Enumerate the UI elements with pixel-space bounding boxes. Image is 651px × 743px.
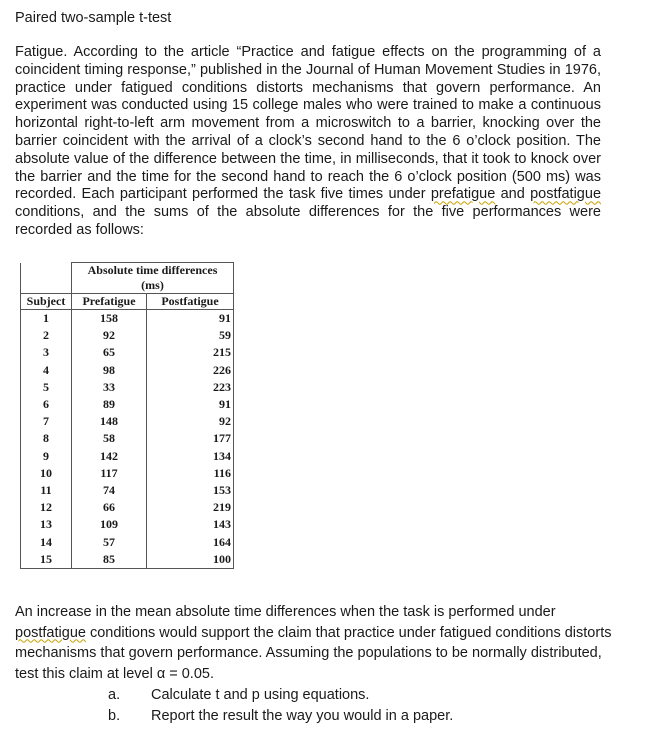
cell-postfatigue: 223 xyxy=(147,379,234,396)
cell-prefatigue: 65 xyxy=(72,344,147,361)
table-row xyxy=(21,310,234,328)
table-row xyxy=(21,465,234,482)
cell-postfatigue: 226 xyxy=(147,362,234,379)
cell-subject: 10 xyxy=(21,465,72,482)
cell-prefatigue: 98 xyxy=(72,362,147,379)
cell-prefatigue: 158 xyxy=(72,310,147,328)
cell-postfatigue: 92 xyxy=(147,413,234,430)
table-row xyxy=(21,482,234,499)
table-row xyxy=(21,344,234,361)
postfatigue-word: postfatigue xyxy=(530,186,602,203)
span-header xyxy=(72,263,234,294)
task-b-letter: b. xyxy=(108,708,121,724)
table-row xyxy=(21,533,234,550)
intro-text-1: Fatigue. According to the article “Practice and fatigue effects on the programming of a coincident timing response,” published in the Journal of Human Movement Studies in 1976, practice under fatigued conditions distorts mechanisms that govern performance. An experiment was conducted using 15 college males who were trained to make a continuous horizontal right-to-left arm movement from a microswitch to a barrier, knocking over the barrier coincident with the arrival of a clock’s second hand to the 6 o’clock position. The absolute value of the difference between the time, in milliseconds, that it took to knock over the barrier and the time for the second hand to reach the 6 o’clock position (500 ms) was recorded. Each participant performed the task five times under xyxy=(15,44,601,203)
cell-postfatigue: 177 xyxy=(147,430,234,447)
cell-subject: 13 xyxy=(21,516,72,533)
cell-prefatigue: 74 xyxy=(72,482,147,499)
cell-prefatigue: 109 xyxy=(72,516,147,533)
cell-prefatigue: 89 xyxy=(72,396,147,413)
span-header-line2: (ms) xyxy=(141,278,164,292)
cell-subject: 4 xyxy=(21,362,72,379)
cell-prefatigue: 66 xyxy=(72,499,147,516)
cell-subject: 5 xyxy=(21,379,72,396)
cell-subject: 12 xyxy=(21,499,72,516)
cell-prefatigue: 57 xyxy=(72,533,147,550)
cell-prefatigue: 92 xyxy=(72,327,147,344)
prefatigue-word: prefatigue xyxy=(430,186,496,203)
task-a-letter: a. xyxy=(108,687,121,703)
cell-postfatigue: 91 xyxy=(147,396,234,413)
cell-postfatigue: 116 xyxy=(147,465,234,482)
task-a-text: Calculate t and p using equations. xyxy=(151,687,370,703)
col-header-prefatigue: Prefatigue xyxy=(72,294,147,310)
cell-postfatigue: 134 xyxy=(147,448,234,465)
table-row xyxy=(21,430,234,447)
cell-postfatigue: 143 xyxy=(147,516,234,533)
cell-subject: 2 xyxy=(21,327,72,344)
cell-subject: 11 xyxy=(21,482,72,499)
cell-postfatigue: 59 xyxy=(147,327,234,344)
table-row xyxy=(21,499,234,516)
postfatigue-word-2: postfatigue xyxy=(15,624,86,641)
cell-prefatigue: 148 xyxy=(72,413,147,430)
table-span-header-row xyxy=(21,263,234,294)
intro-text-2: and xyxy=(495,186,531,203)
table-row xyxy=(21,448,234,465)
cell-subject: 6 xyxy=(21,396,72,413)
cell-subject: 1 xyxy=(21,310,72,328)
cell-postfatigue: 153 xyxy=(147,482,234,499)
column-header-row xyxy=(21,294,234,310)
cell-prefatigue: 117 xyxy=(72,465,147,482)
span-header-line1: Absolute time differences xyxy=(87,263,218,277)
table-row xyxy=(21,516,234,533)
task-a xyxy=(108,686,369,704)
cell-subject: 3 xyxy=(21,344,72,361)
table-row xyxy=(21,327,234,344)
data-table xyxy=(20,262,234,569)
table-row xyxy=(21,413,234,430)
cell-subject: 14 xyxy=(21,533,72,550)
task-b xyxy=(108,707,453,725)
closing-text-1: An increase in the mean absolute time differences when the task is performed under xyxy=(15,604,556,620)
task-b-text: Report the result the way you would in a paper. xyxy=(151,708,454,724)
cell-prefatigue: 33 xyxy=(72,379,147,396)
page-heading: Paired two-sample t-test xyxy=(15,10,172,26)
cell-subject: 7 xyxy=(21,413,72,430)
cell-prefatigue: 85 xyxy=(72,551,147,569)
cell-postfatigue: 100 xyxy=(147,551,234,569)
cell-prefatigue: 58 xyxy=(72,430,147,447)
table-row xyxy=(21,379,234,396)
col-header-postfatigue: Postfatigue xyxy=(147,294,234,310)
table-row xyxy=(21,551,234,569)
empty-header-cell xyxy=(21,263,72,294)
table-body xyxy=(21,310,234,569)
closing-text-2: conditions would support the claim that practice under fatigued conditions distorts mechanisms that govern performance. Assuming the populations to be normally distributed, test this claim at level α = 0.05. xyxy=(15,624,612,682)
intro-text-3: conditions, and the sums of the absolute differences for the five performances were recorded as follows: xyxy=(15,204,601,238)
cell-postfatigue: 164 xyxy=(147,533,234,550)
col-header-subject: Subject xyxy=(21,294,72,310)
table-row xyxy=(21,362,234,379)
cell-subject: 15 xyxy=(21,551,72,569)
cell-postfatigue: 91 xyxy=(147,310,234,328)
intro-paragraph xyxy=(15,44,601,240)
cell-subject: 9 xyxy=(21,448,72,465)
data-table-container xyxy=(20,262,234,569)
table-row xyxy=(21,396,234,413)
cell-postfatigue: 219 xyxy=(147,499,234,516)
cell-subject: 8 xyxy=(21,430,72,447)
cell-prefatigue: 142 xyxy=(72,448,147,465)
closing-paragraph xyxy=(15,602,615,684)
cell-postfatigue: 215 xyxy=(147,344,234,361)
